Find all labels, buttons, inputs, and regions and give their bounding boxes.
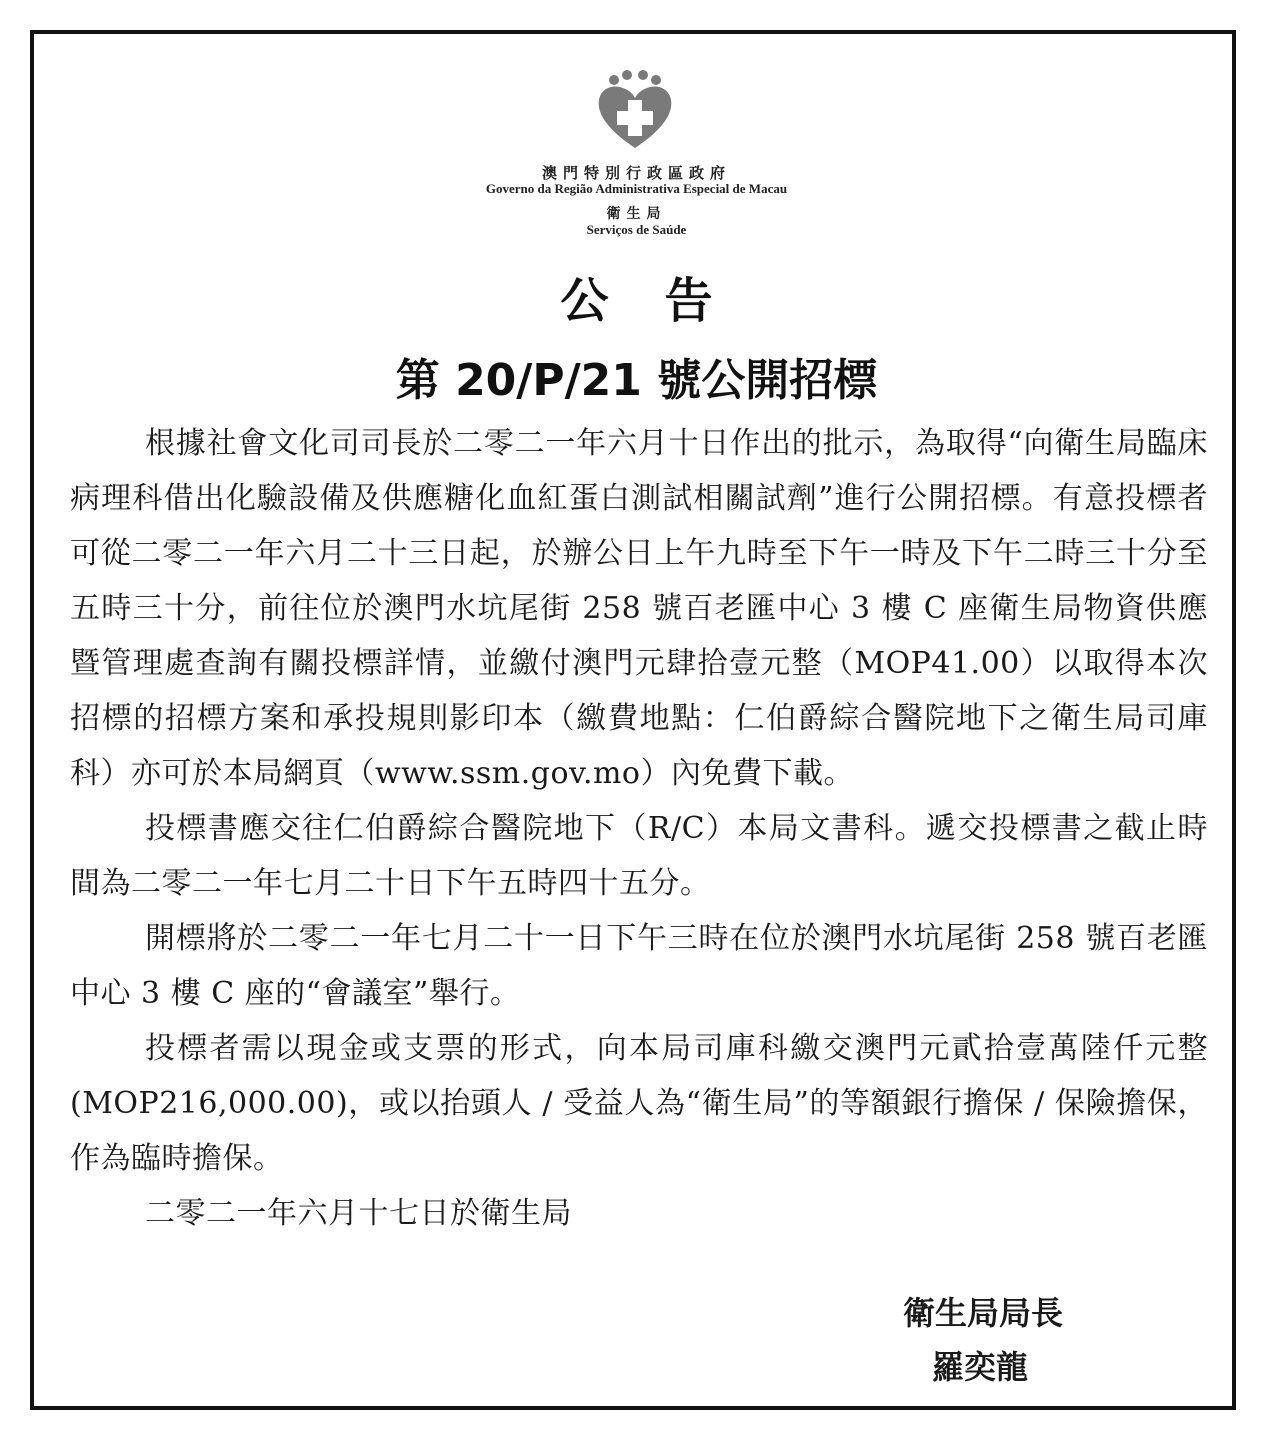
org-name-portuguese: Governo da Região Administrativa Especial de Macau	[485, 181, 788, 196]
health-services-logo	[595, 70, 675, 150]
paragraph-submission: 投標書應交往仁伯爵綜合醫院地下（R/C）本局文書科。遞交投標書之截止時間為二零二一年七月二十日下午五時四十五分。	[70, 811, 1208, 901]
dept-name-portuguese: Serviços de Saúde	[586, 222, 687, 237]
signature-position: 衛生局局長	[902, 1294, 1063, 1332]
paragraph-guarantee: 投標者需以現金或支票的形式，向本局司庫科繳交澳門元貳拾壹萬陸仟元整 (MOP216,000.00)，或以抬頭人 / 受益人為“衛生局”的等額銀行擔保 / 保險擔保，作為臨時擔保。	[70, 1031, 1208, 1176]
date-line: 二零二一年六月十七日於衛生局	[145, 1196, 572, 1231]
signature-name: 羅奕龍	[931, 1348, 1028, 1386]
paragraph-opening: 開標將於二零二一年七月二十一日下午三時在位於澳門水坑尾街 258 號百老匯中心 3 樓 C 座的“會議室”舉行。	[70, 921, 1208, 1011]
notice-body	[70, 416, 1208, 1241]
tender-number-title: 第 20/P/21 號公開招標	[395, 355, 878, 406]
dept-name-chinese: 衛生局	[606, 206, 667, 222]
paragraph-tender-details: 根據社會文化司司長於二零二一年六月十日作出的批示，為取得“向衛生局臨床病理科借出化驗設備及供應糖化血紅蛋白測試相關試劑”進行公開招標。有意投標者可從二零二一年六月二十三日起，於辦公日上午九時至下午一時及下午二時三十分至五時三十分，前往位於澳門水坑尾街 258 號百老匯中心 3 樓 C 座衛生局物資供應暨管理處查詢有關投標詳情，並繳付澳門元肆拾壹元整（MOP41.00）以取得本次招標的招標方案和承投規則影印本（繳費地點：仁伯爵綜合醫院地下之衛生局司庫科）亦可於本局網頁（www.ssm.gov.mo）內免費下載。	[70, 426, 1208, 791]
notice-title: 公告	[560, 273, 769, 329]
org-name-chinese: 澳門特別行政區政府	[541, 164, 731, 182]
